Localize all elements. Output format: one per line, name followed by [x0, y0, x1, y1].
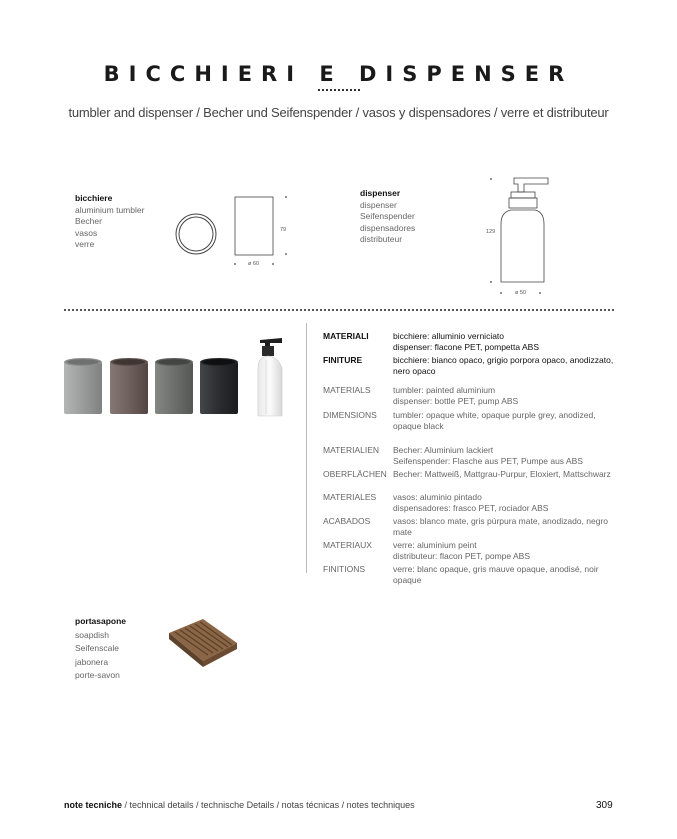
page-title: BICCHIERI E DISPENSER	[103, 62, 574, 86]
tumbler-label	[75, 193, 144, 251]
dispenser-drawing	[480, 172, 560, 300]
tumbler-line: Becher	[75, 216, 102, 226]
page-subtitle: tumbler and dispenser / Becher und Seifenspender / vasos y dispensadores / verre et distributeur	[68, 105, 609, 120]
dispenser-line: dispenser	[360, 199, 397, 210]
soapdish-photo	[165, 615, 240, 670]
spec-vertical-rule	[306, 323, 307, 573]
footer-notes	[64, 800, 415, 810]
tumbler-black	[200, 358, 238, 414]
spec-value-line: opaque black	[393, 421, 444, 431]
dimension-tick	[285, 196, 287, 198]
dimension-tick	[272, 263, 274, 265]
dispenser-diameter-label: ø 50	[515, 290, 527, 296]
soapdish-label	[75, 615, 126, 683]
spec-value	[393, 355, 623, 377]
spec-value-line: tumbler: painted aluminium	[393, 385, 496, 395]
dimension-tick	[500, 292, 502, 294]
spec-value-line: vasos: blanco mate, gris púrpura mate, anodizado, negro mate	[393, 516, 608, 537]
spec-value	[393, 564, 623, 586]
spec-value-line: Becher: Mattweiß, Mattgrau-Purpur, Eloxiert, Mattschwarz	[393, 469, 611, 479]
spec-value	[393, 331, 623, 353]
footer-strong: note tecniche	[64, 800, 123, 810]
footer-rest: / technical details / technische Details / notas técnicas / notes techniques	[122, 800, 415, 810]
tumbler-anodized	[155, 358, 193, 414]
dispenser-pump-head	[514, 178, 548, 192]
section-divider	[64, 309, 614, 311]
spec-key: MATERIAUX	[323, 540, 372, 550]
page-number: 309	[596, 800, 613, 811]
spec-value-line: dispensadores: frasco PET, rociador ABS	[393, 503, 549, 513]
dimension-tick	[490, 178, 492, 180]
spec-value-line: vasos: aluminio pintado	[393, 492, 482, 502]
spec-key: MATERIALS	[323, 385, 371, 395]
dimension-tick	[285, 253, 287, 255]
spec-value-line: Becher: Aluminium lackiert	[393, 445, 494, 455]
tumbler-top-view-inner	[179, 217, 213, 251]
tumbler-grey	[64, 358, 102, 414]
spec-value-line: Seifenspender: Flasche aus PET, Pumpe aus ABS	[393, 456, 583, 466]
dispenser-line: dispensadores	[360, 222, 416, 233]
dimension-tick	[539, 292, 541, 294]
spec-value-line: nero opaco	[393, 366, 436, 376]
spec-key: FINITURE	[323, 355, 363, 365]
spec-value-line: dispenser: bottle PET, pump ABS	[393, 396, 519, 406]
dispenser-bottle	[501, 210, 544, 282]
soapdish-line: porte-savon	[75, 670, 120, 680]
tumbler-line: vasos	[75, 227, 98, 238]
spec-value-line: dispenser: flacone PET, pompetta ABS	[393, 342, 540, 352]
soapdish-line: jabonera	[75, 656, 109, 667]
dispenser-bottle-photo	[258, 338, 282, 416]
tumbler-diameter-label: ø 60	[248, 261, 260, 267]
product-photo	[60, 330, 300, 420]
tumbler-line: verre	[75, 239, 95, 249]
spec-key: MATERIALES	[323, 492, 377, 502]
spec-value	[393, 492, 623, 514]
dispenser-label	[360, 188, 415, 246]
dispenser-cap	[509, 198, 537, 208]
spec-value	[393, 385, 623, 407]
spec-value-line: tumbler: opaque white, opaque purple grey, anodized,	[393, 410, 596, 420]
soapdish-line: Seifenscale	[75, 643, 119, 653]
tumbler-top-view	[176, 214, 216, 254]
dispenser-line: Seifenspender	[360, 211, 415, 221]
dispenser-collar	[511, 192, 535, 198]
spec-key: FINITIONS	[323, 564, 366, 574]
tumbler-side-view	[235, 197, 273, 255]
spec-value	[393, 540, 623, 562]
spec-value	[393, 410, 623, 432]
dispenser-name: dispenser	[360, 188, 401, 198]
dimension-tick	[234, 263, 236, 265]
spec-key: MATERIALI	[323, 331, 369, 341]
title-dot-divider	[318, 89, 360, 92]
dimension-tick	[490, 281, 492, 283]
spec-value	[393, 445, 623, 467]
tumbler-purple-grey	[110, 358, 148, 414]
dispenser-line: distributeur	[360, 234, 403, 244]
spec-value-line: verre: aluminium peint	[393, 540, 477, 550]
spec-key: MATERIALIEN	[323, 445, 380, 455]
tumbler-height-label: 79	[280, 227, 287, 233]
spec-key: ACABADOS	[323, 516, 371, 526]
spec-value-line: distributeur: flacon PET, pompe ABS	[393, 551, 531, 561]
spec-key: DIMENSIONS	[323, 410, 377, 420]
spec-key: OBERFLÄCHEN	[323, 469, 387, 479]
spec-value	[393, 516, 623, 538]
spec-value	[393, 469, 623, 480]
soapdish-line: soapdish	[75, 629, 110, 640]
soapdish-name: portasapone	[75, 616, 127, 626]
tumbler-line: aluminium tumbler	[75, 204, 145, 215]
spec-value-line: bicchiere: bianco opaco, grigio porpora opaco, anodizzato,	[393, 355, 614, 365]
dispenser-height-label: 129	[486, 229, 496, 235]
tumbler-name: bicchiere	[75, 193, 113, 203]
spec-value-line: verre: blanc opaque, gris mauve opaque, anodisé, noir opaque	[393, 564, 599, 585]
spec-value-line: bicchiere: alluminio verniciato	[393, 331, 505, 341]
